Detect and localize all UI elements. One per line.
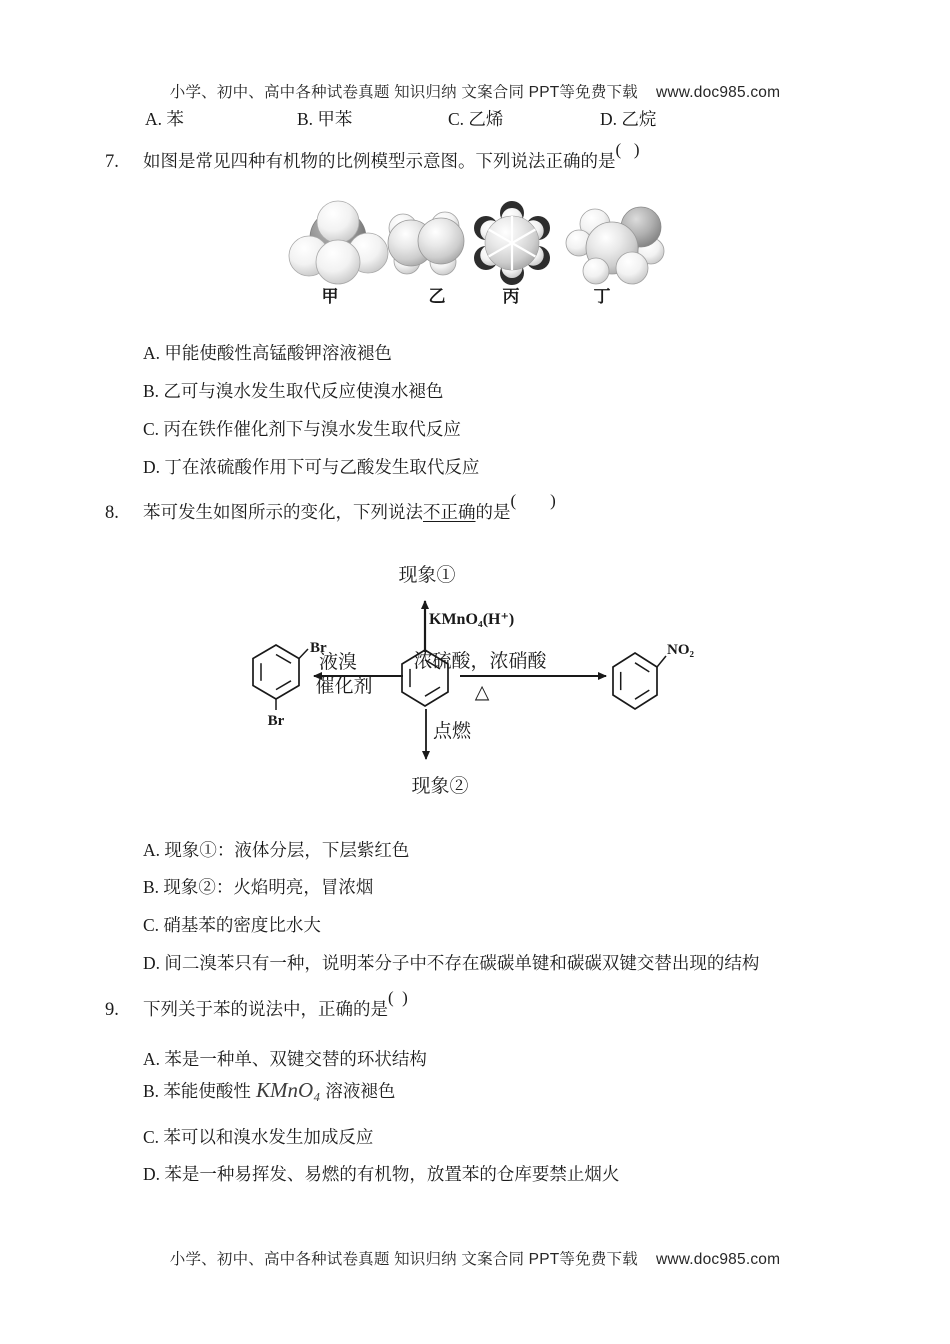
ethanol-model (566, 207, 664, 284)
q8-option-c: C. 硝基苯的密度比水大 (143, 915, 321, 935)
methane-model (289, 201, 388, 284)
footer-url: www.doc985.com (655, 1251, 781, 1268)
q7-stem-row (105, 140, 640, 173)
benzene-reaction-diagram (200, 555, 720, 805)
header-url: www.doc985.com (655, 84, 781, 101)
catalyst-label: 催化剂 (315, 676, 373, 697)
q6-option-b: B. 甲苯 (297, 109, 353, 129)
q9-option-c: C. 苯可以和溴水发生加成反应 (143, 1127, 374, 1147)
phenomenon-2-label: 现象② (411, 776, 469, 797)
q6-option-a: A. 苯 (145, 109, 184, 129)
benzene-model (474, 201, 550, 285)
header-text: 小学、初中、高中各种试卷真题 知识归纳 文案合同 PPT等免费下载 (169, 84, 638, 101)
br-label-bottom: Br (267, 713, 285, 729)
model-label-bing: 丙 (502, 287, 520, 306)
ethylene-model (388, 212, 464, 275)
br-label-top: Br (310, 640, 327, 656)
q7-option-a: A. 甲能使酸性高锰酸钾溶液褪色 (143, 343, 392, 363)
model-label-yi: 乙 (428, 287, 446, 306)
q8-option-d: D. 间二溴苯只有一种，说明苯分子中不存在碳碳单键和碳碳双键交替出现的结构 (143, 953, 760, 973)
model-label-jia: 甲 (321, 287, 339, 306)
q6-option-d: D. 乙烷 (600, 109, 657, 129)
q9-stem: 下列关于苯的说法中，正确的是 (143, 999, 388, 1019)
nitrobenzene-ring (613, 653, 666, 709)
q9-option-b (143, 1080, 395, 1101)
footer-text: 小学、初中、高中各种试卷真题 知识归纳 文案合同 PPT等免费下载 (169, 1251, 638, 1268)
q9-stem-row (105, 988, 408, 1021)
delta-heat-symbol: △ (474, 682, 490, 703)
q7-option-c: C. 丙在铁作催化剂下与溴水发生取代反应 (143, 419, 461, 439)
q7-number: 7. (105, 152, 119, 172)
q9-number: 9. (105, 1000, 119, 1020)
q9-option-b-pre: B. 苯能使酸性 (143, 1081, 251, 1101)
q9-option-b-post: 溶液褪色 (325, 1081, 396, 1101)
q8-option-b: B. 现象②：火焰明亮，冒浓烟 (143, 877, 374, 897)
q8-answer-blank: ( ) (510, 491, 556, 510)
phenomenon-1-label: 现象① (398, 565, 456, 586)
no2-label: NO₂ (667, 642, 694, 658)
q6-option-c: C. 乙烯 (448, 109, 504, 129)
dibromobenzene-ring (253, 645, 308, 710)
q7-option-b: B. 乙可与溴水发生取代反应使溴水褪色 (143, 381, 444, 401)
kmno4-reagent-label: KMnO₄(H⁺) (429, 611, 515, 628)
q8-option-a: A. 现象①：液体分层，下层紫红色 (143, 840, 410, 860)
q7-stem: 如图是常见四种有机物的比例模型示意图。下列说法正确的是 (143, 151, 616, 171)
liquid-bromine-label: 液溴 (318, 652, 358, 673)
q7-option-d: D. 丁在浓硫酸作用下可与乙酸发生取代反应 (143, 457, 480, 477)
page-footer (0, 1247, 950, 1269)
q8-number: 8. (105, 503, 119, 523)
molecular-models-figure (285, 198, 675, 310)
q9-option-d: D. 苯是一种易挥发、易燃的有机物，放置苯的仓库要禁止烟火 (143, 1164, 620, 1184)
ignite-label: 点燃 (433, 721, 472, 742)
q8-stem-post: 的是 (475, 502, 511, 522)
q8-stem-underlined: 不正确 (423, 502, 476, 522)
model-label-ding: 丁 (593, 287, 611, 306)
q7-answer-blank: ( ) (615, 140, 640, 159)
q9-answer-blank: ( ) (388, 988, 408, 1007)
nitration-reagent-label: 浓硫酸，浓硝酸 (413, 651, 547, 672)
kmno4-formula: KMnO₄ (255, 1078, 321, 1102)
page-header (0, 80, 950, 102)
q8-stem (143, 502, 511, 522)
q9-option-a: A. 苯是一种单、双键交替的环状结构 (143, 1049, 427, 1069)
q8-stem-pre: 苯可发生如图所示的变化，下列说法 (143, 502, 423, 522)
q8-stem-row (105, 491, 556, 524)
